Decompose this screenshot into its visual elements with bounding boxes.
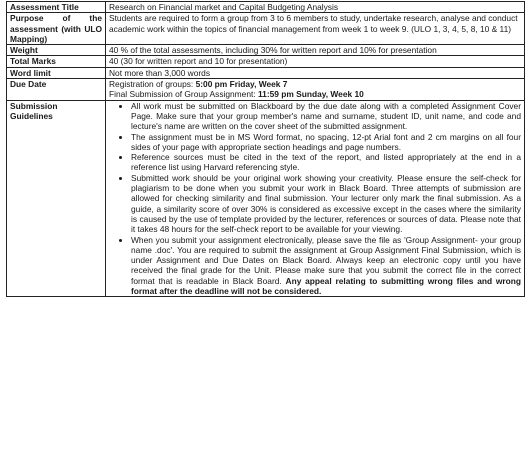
due-date-registration-time: 5:00 pm Friday, Week 7 bbox=[195, 79, 288, 90]
due-date-registration bbox=[109, 79, 521, 89]
label-submission-guidelines: Submission Guidelines bbox=[7, 100, 106, 297]
guideline-item-text: When you submit your assignment electronically, please save the file as 'Group Assignment- your group name .doc'. You are required to submit the assignment at Group Assignment Final Submission, which is under Assignment and Due Dates on Black Board. Always keep an electronic copy until you have received the final grade for the Unit. Please make sure that you submit the correct file in the correct format that is readable in Black Board. bbox=[131, 234, 521, 286]
guidelines-list bbox=[109, 101, 521, 297]
guideline-item-warning: Any appeal relating to submitting wrong files and wrong format after the deadline will not be considered. bbox=[131, 275, 522, 297]
label-assessment-title: Assessment Title bbox=[7, 2, 106, 13]
label-weight: Weight bbox=[7, 45, 106, 56]
guideline-item: • The assignment must be in MS Word format, no spacing, 12-pt Arial font and 2 cm margins on all four sides of your page with appropriate section headings and page numbers. bbox=[131, 132, 521, 153]
due-date-final bbox=[109, 89, 521, 99]
value-due-date bbox=[106, 79, 525, 101]
value-submission-guidelines bbox=[106, 100, 525, 297]
row-submission-guidelines bbox=[7, 100, 525, 297]
label-total-marks: Total Marks bbox=[7, 56, 106, 67]
row-weight bbox=[7, 45, 525, 56]
value-purpose: Students are required to form a group from 3 to 6 members to study, undertake research, analyse and conduct academic work within the topics of financial management from week 1 to week 9. (ULO 1, 3, 4, 5, 8, 10 & 11) bbox=[106, 13, 525, 45]
due-date-final-time: 11:59 pm Sunday, Week 10 bbox=[257, 89, 364, 100]
row-assessment-title bbox=[7, 2, 525, 13]
guideline-item: • Submitted work should be your original work showing your creativity. Please ensure the self-check for plagiarism to be done when you submit your work in Black Board. Three attempts of submission are allowed for checking similarity and final submission. Your lecturer only mark the final submission. As a guide, a similarity score of over 30% is considered as excessive except in the cases where the similarity is caused by the use of template provided by the lecturer, references or sources of data. Please note that it takes 48 hours for the self-check report to be available for your viewing. bbox=[131, 173, 521, 235]
assessment-details-table bbox=[6, 1, 525, 297]
value-weight: 40 % of the total assessments, including 30% for written report and 10% for presentation bbox=[106, 45, 525, 56]
row-word-limit bbox=[7, 67, 525, 78]
label-due-date: Due Date bbox=[7, 79, 106, 101]
row-total-marks bbox=[7, 56, 525, 67]
guideline-item bbox=[131, 235, 521, 297]
assessment-details-sheet bbox=[6, 1, 522, 297]
value-assessment-title: Research on Financial market and Capital Budgeting Analysis bbox=[106, 2, 525, 13]
value-total-marks: 40 (30 for written report and 10 for presentation) bbox=[106, 56, 525, 67]
due-date-registration-text: Registration of groups: bbox=[109, 79, 196, 90]
guideline-item: • All work must be submitted on Blackboard by the due date along with a completed Assignment Cover Page. Make sure that your group member's name and surname, student ID, unit name, and code and lecture's name are written on the cover sheet of the submitted assignment. bbox=[131, 101, 521, 132]
label-purpose-text: Purpose of the assessment (with ULO Mapping) bbox=[10, 13, 102, 44]
label-word-limit: Word limit bbox=[7, 67, 106, 78]
guideline-item: • Reference sources must be cited in the text of the report, and listed appropriately at the end in a reference list using Harvard referencing style. bbox=[131, 152, 521, 173]
label-purpose bbox=[7, 13, 106, 45]
row-purpose bbox=[7, 13, 525, 45]
due-date-final-text: Final Submission of Group Assignment: bbox=[109, 89, 258, 100]
row-due-date bbox=[7, 79, 525, 101]
value-word-limit: Not more than 3,000 words bbox=[106, 67, 525, 78]
